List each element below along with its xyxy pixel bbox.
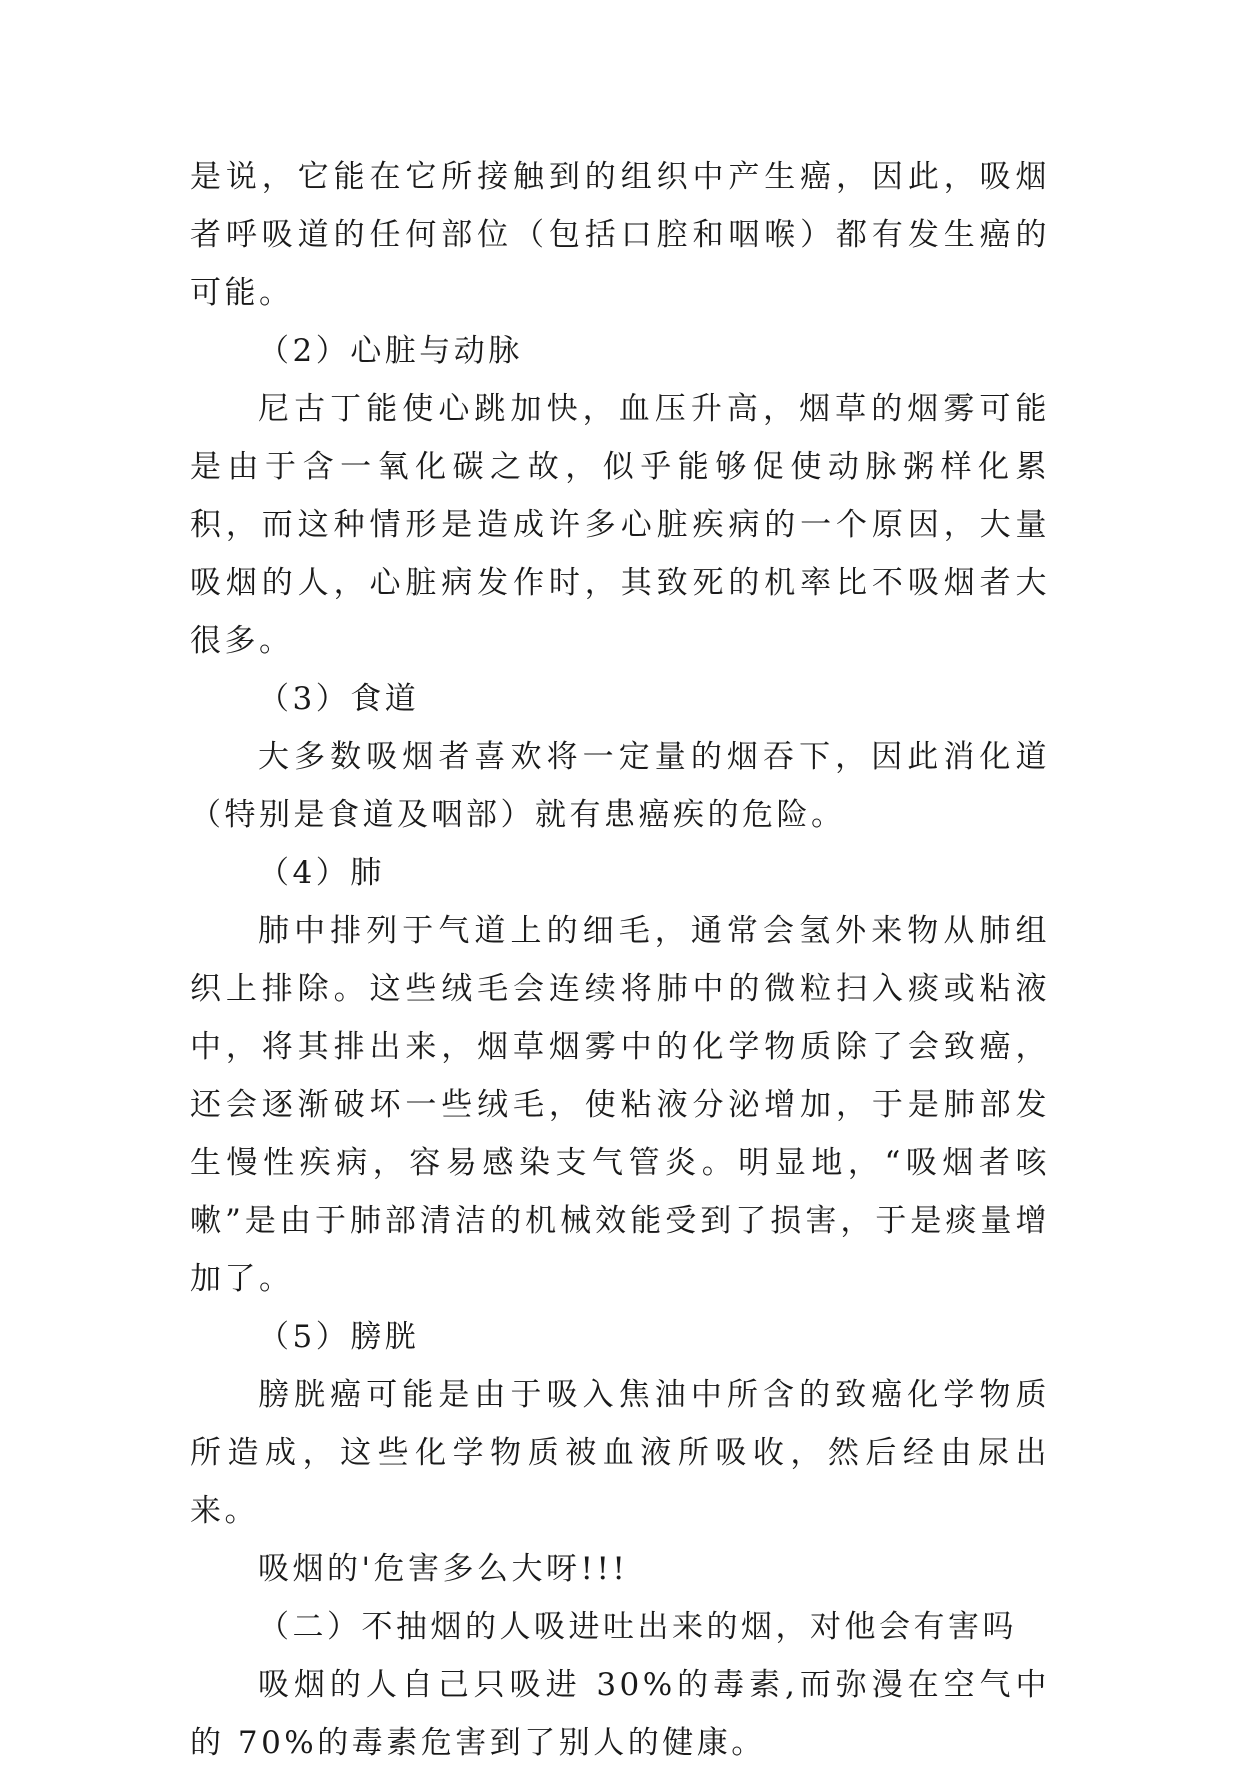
paragraph-secondhand-smoke: 吸烟的人自己只吸进 30%的毒素,而弥漫在空气中的 70%的毒素危害到了别人的健康。	[190, 1667, 1050, 1761]
heading-bladder: （5）膀胱	[258, 1319, 420, 1355]
paragraph-lungs: 肺中排列于气道上的细毛，通常会氢外来物从肺组织上排除。这些绒毛会连续将肺中的微粒扫入痰或粘液中，将其排出来，烟草烟雾中的化学物质除了会致癌，还会逐渐破坏一些绒毛，使粘液分泌增加，于是肺部发生慢性疾病，容易感染支气管炎。明显地，“吸烟者咳嗽”是由于肺部清洁的机械效能受到了损害，于是痰量增加了。	[190, 913, 1050, 1297]
paragraph-esophagus: 大多数吸烟者喜欢将一定量的烟吞下，因此消化道（特别是食道及咽部）就有患癌疾的危险。	[190, 739, 1050, 833]
heading-lungs: （4）肺	[258, 855, 385, 891]
paragraph-exclamation: 吸烟的'危害多么大呀!!!	[258, 1551, 629, 1587]
document-page	[190, 148, 1050, 1772]
paragraph-heart-arteries: 尼古丁能使心跳加快，血压升高，烟草的烟雾可能是由于含一氧化碳之故，似乎能够促使动脉粥样化累积，而这种情形是造成许多心脏疾病的一个原因，大量吸烟的人，心脏病发作时，其致死的机率比不吸烟者大很多。	[190, 391, 1050, 659]
heading-heart-arteries: （2）心脏与动脉	[258, 333, 523, 369]
heading-esophagus: （3）食道	[258, 681, 420, 717]
paragraph-cancer-continuation: 是说，它能在它所接触到的组织中产生癌，因此，吸烟者呼吸道的任何部位（包括口腔和咽喉）都有发生癌的可能。	[190, 159, 1050, 311]
heading-secondhand-smoke: （二）不抽烟的人吸进吐出来的烟，对他会有害吗	[258, 1609, 1017, 1645]
paragraph-bladder: 膀胱癌可能是由于吸入焦油中所含的致癌化学物质所造成，这些化学物质被血液所吸收，然后经由尿出来。	[190, 1377, 1050, 1529]
